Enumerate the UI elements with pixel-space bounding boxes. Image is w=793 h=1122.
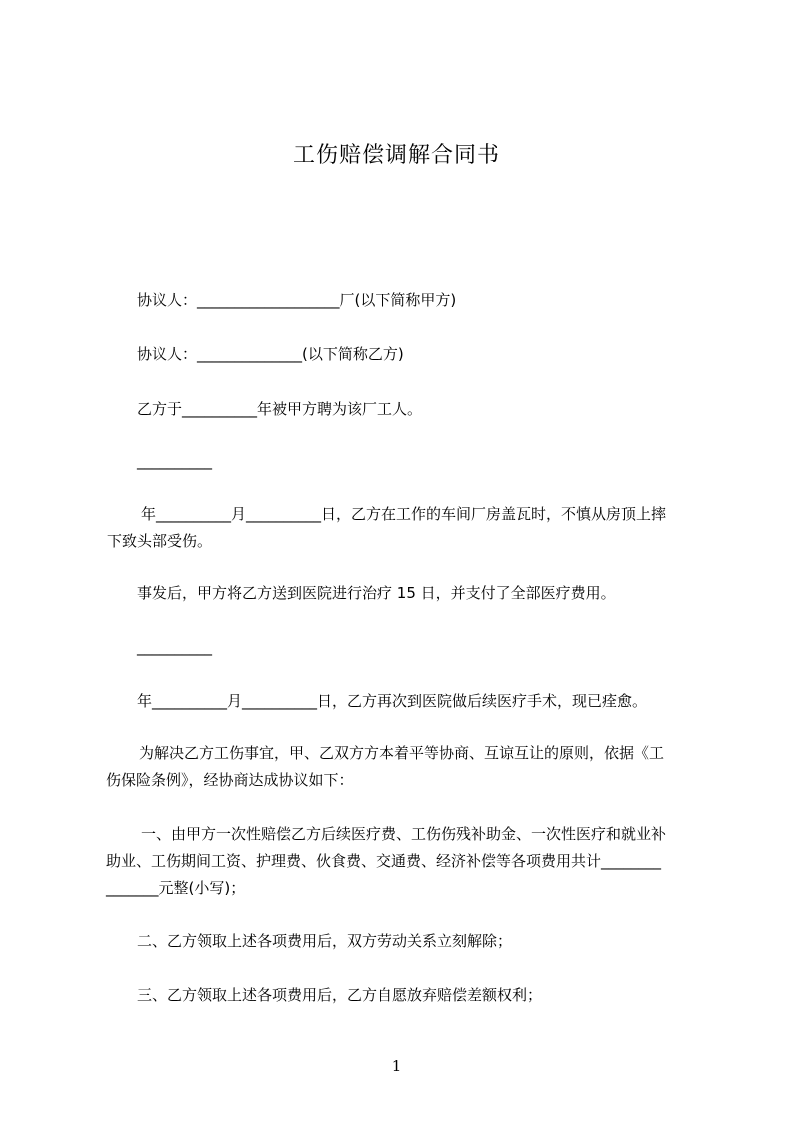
incident-line-1: 年__________月__________日，乙方在工作的车间厂房盖瓦时，不慎从房顶上摔 (141, 505, 667, 523)
hire-line: 乙方于__________年被甲方聘为该厂工人。 (137, 400, 423, 418)
followup-line: 年__________月__________日，乙方再次到医院做后续医疗手术，现已痊愈。 (137, 692, 648, 710)
party-b-line: 协议人：______________(以下简称乙方) (137, 345, 404, 363)
document-title: 工伤赔偿调解合同书 (292, 143, 500, 168)
item-3-line: 三、乙方领取上述各项费用后，乙方自愿放弃赔偿差额权利； (137, 986, 543, 1004)
resolve-line-1: 为解决乙方工伤事宜，甲、乙双方方本着平等协商、互谅互让的原则，依据《工 (139, 744, 665, 762)
item-2-line: 二、乙方领取上述各项费用后，双方劳动关系立刻解除； (137, 932, 513, 950)
party-a-line: 协议人：___________________厂(以下简称甲方) (137, 291, 457, 309)
item-1-line-3: _______元整(小写)； (106, 879, 246, 897)
page-number: 1 (391, 1057, 402, 1075)
treatment-line: 事发后，甲方将乙方送到医院进行治疗 15 日，并支付了全部医疗费用。 (137, 584, 616, 602)
blank-line-1: __________ (137, 452, 212, 470)
item-1-line-1: 一、由甲方一次性赔偿乙方后续医疗费、工伤伤残补助金、一次性医疗和就业补 (141, 825, 667, 843)
blank-line-2: __________ (137, 638, 212, 656)
item-1-line-2: 助业、工伤期间工资、护理费、伙食费、交通费、经济补偿等各项费用共计________ (106, 852, 662, 870)
resolve-line-2: 伤保险条例》，经协商达成协议如下： (106, 771, 354, 789)
incident-line-2: 下致头部受伤。 (107, 532, 213, 550)
